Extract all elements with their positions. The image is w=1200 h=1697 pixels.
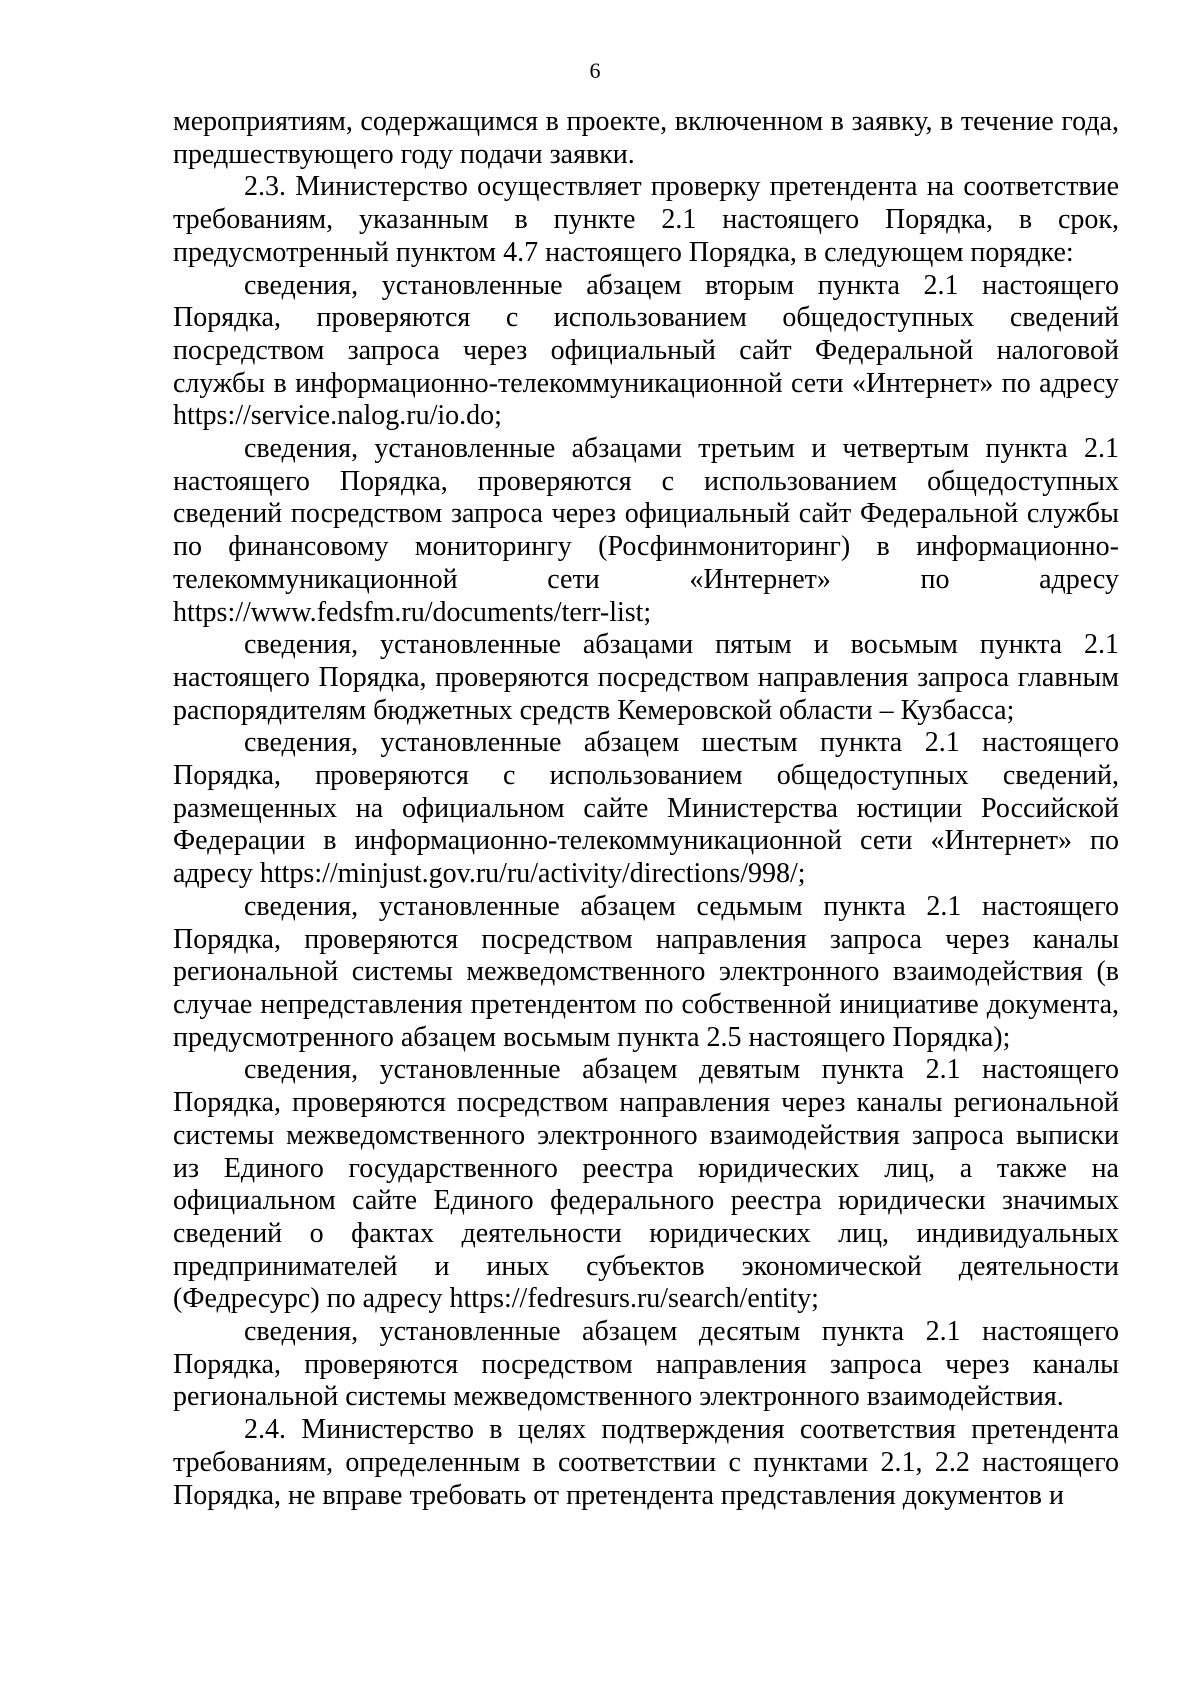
document-body (173, 106, 1119, 1512)
page-number: 6 (589, 58, 601, 83)
paragraph-clause-2-4: 2.4. Министерство в целях подтверждения соответствия претендента требованиям, определенным в соответствии с пунктами 2.1, 2.2 настоящего Порядка, не вправе требовать от претендента представления документов и (173, 1414, 1119, 1511)
paragraph-check-tax-service: сведения, установленные абзацем вторым пункта 2.1 настоящего Порядка, проверяются с использованием общедоступных сведений посредством запроса через официальный сайт Федеральной налоговой службы в информационно-телекоммуникационной сети «Интернет» по адресу https://service.nalog.ru/io.do; (173, 269, 1119, 432)
paragraph-check-ministry-of-justice: сведения, установленные абзацем шестым пункта 2.1 настоящего Порядка, проверяются с использованием общедоступных сведений, размещенных на официальном сайте Министерства юстиции Российской Федерации в информационно-телекоммуникационной сети «Интернет» по адресу https://minjust.gov.ru/ru/activity/directions/998/; (173, 727, 1119, 890)
paragraph-check-interagency-request: сведения, установленные абзацем седьмым пункта 2.1 настоящего Порядка, проверяются посредством направления запроса через каналы региональной системы межведомственного электронного взаимодействия (в случае непредставления претендентом по собственной инициативе документа, предусмотренного абзацем восьмым пункта 2.5 настоящего Порядка); (173, 890, 1119, 1053)
paragraph-check-interagency-channels: сведения, установленные абзацем десятым пункта 2.1 настоящего Порядка, проверяются посредством направления запроса через каналы региональной системы межведомственного электронного взаимодействия. (173, 1316, 1119, 1413)
paragraph-check-fedresurs: сведения, установленные абзацем девятым пункта 2.1 настоящего Порядка, проверяются посредством направления через каналы региональной системы межведомственного электронного взаимодействия запроса выписки из Единого государственного реестра юридических лиц, а также на официальном сайте Единого федерального реестра юридически значимых сведений о фактах деятельности юридических лиц, индивидуальных предпринимателей и иных субъектов экономической деятельности (Федресурс) по адресу https://fedresurs.ru/search/entity; (173, 1054, 1119, 1315)
paragraph-check-budget-managers: сведения, установленные абзацами пятым и восьмым пункта 2.1 настоящего Порядка, проверяются посредством направления запроса главным распорядителям бюджетных средств Кемеровской области – Кузбасса; (173, 629, 1119, 726)
paragraph-continuation: мероприятиям, содержащимся в проекте, включенном в заявку, в течение года, предшествующего году подачи заявки. (173, 106, 1119, 170)
paragraph-check-rosfinmonitoring: сведения, установленные абзацами третьим и четвертым пункта 2.1 настоящего Порядка, проверяются с использованием общедоступных сведений посредством запроса через официальный сайт Федеральной службы по финансовому мониторингу (Росфинмониторинг) в информационно-телекоммуникационной сети «Интернет» по адресу https://www.fedsfm.ru/documents/terr-list; (173, 433, 1119, 628)
paragraph-clause-2-3: 2.3. Министерство осуществляет проверку претендента на соответствие требованиям, указанным в пункте 2.1 настоящего Порядка, в срок, предусмотренный пунктом 4.7 настоящего Порядка, в следующем порядке: (173, 171, 1119, 268)
